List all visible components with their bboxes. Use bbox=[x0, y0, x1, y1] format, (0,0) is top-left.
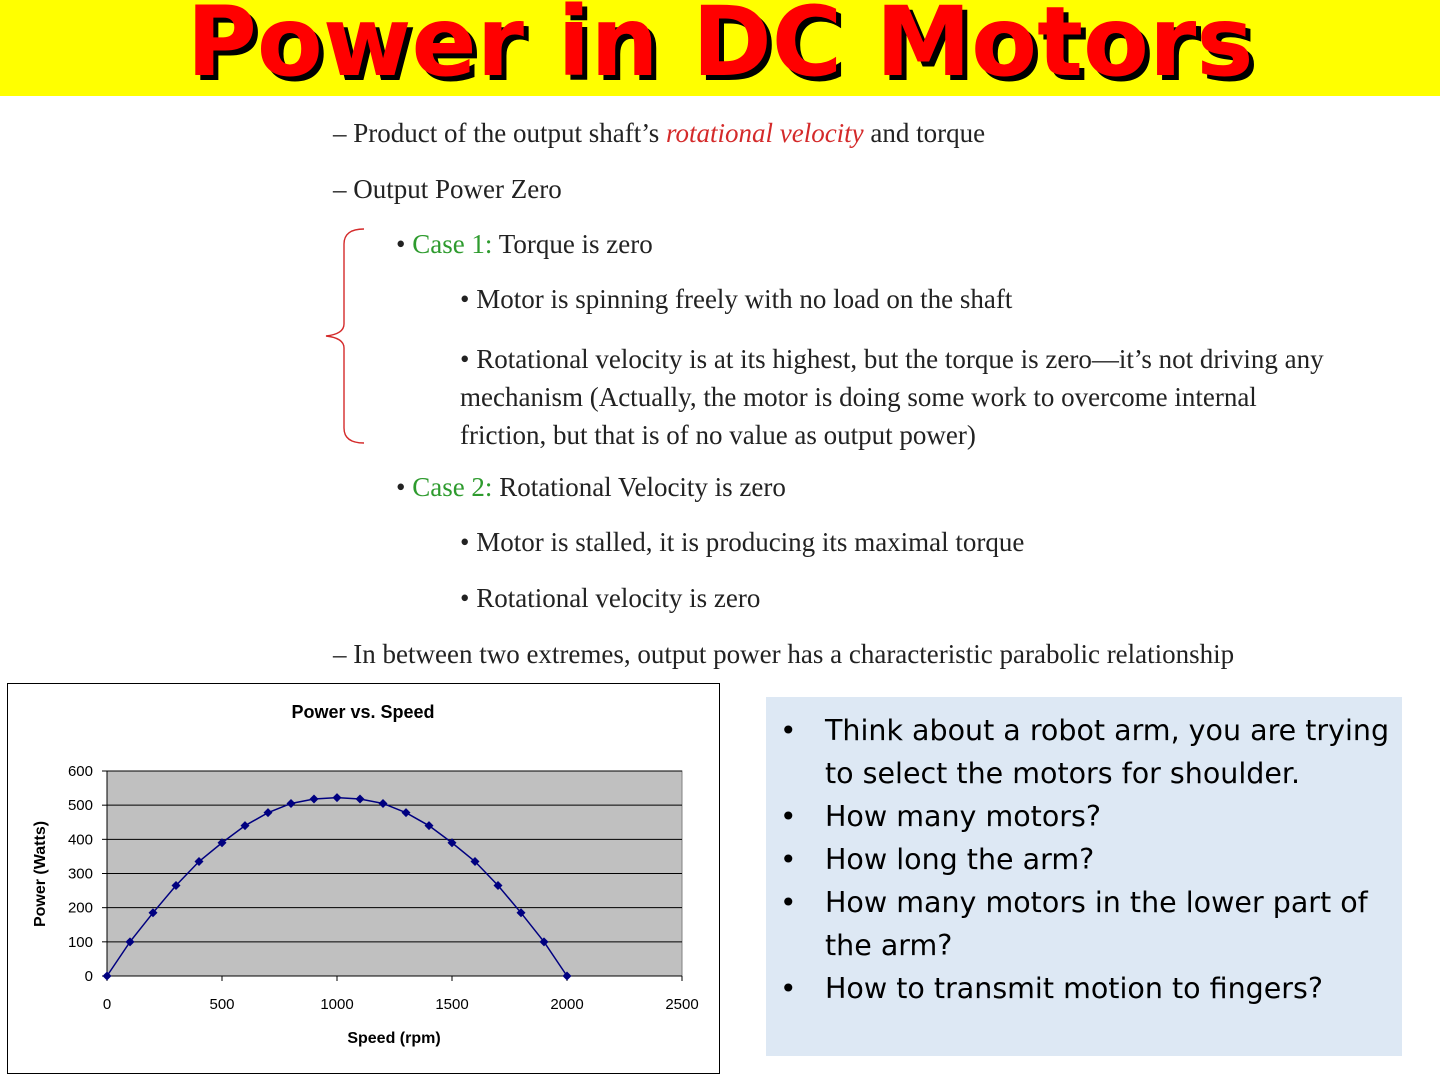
questions-box bbox=[766, 697, 1402, 1056]
question-item bbox=[766, 838, 1392, 881]
case1-text: Torque is zero bbox=[492, 229, 653, 259]
y-tick-label: 0 bbox=[84, 968, 93, 985]
case1-bullet: • bbox=[396, 229, 413, 259]
case1-label: Case 1: bbox=[412, 229, 493, 259]
y-tick-label: 100 bbox=[67, 933, 93, 951]
bullet-dot: • bbox=[780, 843, 797, 876]
case1-brace bbox=[318, 224, 370, 450]
y-tick-label: 300 bbox=[67, 865, 93, 883]
x-tick-label: 2500 bbox=[665, 996, 699, 1013]
point-product bbox=[333, 118, 985, 149]
case1-heading bbox=[396, 229, 653, 260]
question-item bbox=[766, 795, 1392, 838]
point-parabolic: – In between two extremes, output power has a characteristic parabolic relationship bbox=[333, 639, 1235, 669]
point-product-pre: – Product of the output shaft’s bbox=[333, 118, 666, 148]
chart-svg bbox=[8, 684, 719, 1073]
question-text: How many motors in the lower part of the arm? bbox=[825, 886, 1368, 962]
y-tick-label: 500 bbox=[67, 797, 93, 815]
bullet-dot: • bbox=[780, 972, 797, 1005]
y-axis-label: Power (Watts) bbox=[32, 820, 49, 928]
question-item bbox=[766, 709, 1392, 795]
chart-title: Power vs. Speed bbox=[291, 702, 435, 722]
x-axis-label: Speed (rpm) bbox=[347, 1030, 441, 1047]
x-tick-label: 2000 bbox=[550, 996, 584, 1013]
bullet-dot: • bbox=[780, 886, 797, 919]
case2-sub1: • Motor is stalled, it is producing its maximal torque bbox=[460, 527, 1025, 557]
title-bar bbox=[0, 0, 1440, 96]
question-item bbox=[766, 967, 1392, 1010]
case2-heading bbox=[396, 472, 786, 503]
x-tick-label: 0 bbox=[102, 996, 112, 1013]
case2-sub2: • Rotational velocity is zero bbox=[460, 583, 761, 613]
question-text: How long the arm? bbox=[825, 843, 1095, 876]
y-tick-label: 400 bbox=[67, 831, 93, 849]
question-text: Think about a robot arm, you are trying to select the motors for shoulder. bbox=[825, 714, 1390, 790]
slide-title: Power in DC Motors bbox=[186, 0, 1254, 98]
question-text: How many motors? bbox=[825, 800, 1101, 833]
case2-bullet: • bbox=[396, 472, 413, 502]
bullet-dot: • bbox=[780, 714, 797, 747]
x-tick-label: 500 bbox=[209, 996, 235, 1013]
x-tick-label: 1500 bbox=[435, 996, 469, 1013]
case1-sub2: • Rotational velocity is at its highest, but the torque is zero—it’s not driving any mechanism (Actually, the motor is doing some work to overcome internal friction, but that is of no value as output power) bbox=[460, 344, 1324, 450]
point-product-post: and torque bbox=[863, 118, 986, 148]
question-item bbox=[766, 881, 1392, 967]
case2-text: Rotational Velocity is zero bbox=[492, 472, 786, 502]
question-text: How to transmit motion to fingers? bbox=[825, 972, 1323, 1005]
rotational-velocity-emphasis: rotational velocity bbox=[665, 118, 864, 148]
power-speed-chart bbox=[7, 683, 720, 1074]
point-output-power-zero: – Output Power Zero bbox=[333, 174, 562, 204]
questions-list bbox=[766, 697, 1402, 1010]
x-tick-label: 1000 bbox=[320, 996, 354, 1013]
case2-label: Case 2: bbox=[412, 472, 493, 502]
bullet-dot: • bbox=[780, 800, 797, 833]
y-tick-label: 600 bbox=[67, 763, 93, 780]
y-tick-label: 200 bbox=[67, 899, 93, 917]
case1-sub1: • Motor is spinning freely with no load on the shaft bbox=[460, 284, 1013, 314]
